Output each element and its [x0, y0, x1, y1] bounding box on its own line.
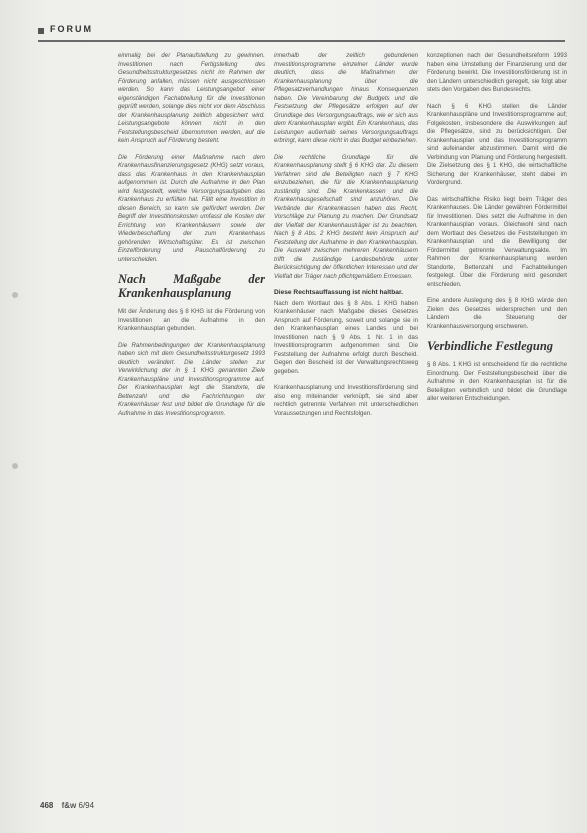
paragraph: § 8 Abs. 1 KHG ist entscheidend für die rechtliche Einordnung. Der Feststellungsbescheid über die Aufnahme in den Krankenhausplan ist für die Beteiligten verbindlich und bildet die Grundlage aller weiteren Entscheidungen. — [427, 361, 567, 402]
issue-number: 6/94 — [78, 801, 95, 810]
paragraph: Mit der Änderung des § 8 KHG ist die Förderung von Investitionen an die Aufnahme in den Krankenhausplan gebunden. — [118, 308, 265, 332]
paragraph: innerhalb der zeitlich gebundenen Investitionsprogramme einzelner Länder wurde deutlich, dass die Maßnahmen der Krankenhausplanung über die Pflegesatzverhandlungen hinaus Konsequenzen haben. Die Vereinbarung der Budgets und die Festsetzung der Pflegesätze erfolgen auf der Grundlage des Versorgungsauftrags, wie er sich aus dem Krankenhausplan ergibt. Ein Krankenhaus, das Leistungen außerhalb seines Versorgungsauftrags erbringt, kann diese nicht in das Budget einbeziehen. — [274, 52, 418, 144]
paragraph: konzeptionen nach der Gesundheitsreform 1993 haben eine Umstellung der Finanzierung und der Förderung bewirkt. Die Investitionsförderung ist in den Ländern unterschiedlich geregelt, sie folgt aber stets den Vorgaben des Bundesrechts. — [427, 52, 567, 93]
punch-hole — [12, 463, 18, 469]
section-header — [38, 24, 565, 42]
subheading: Verbindliche Festlegung — [427, 339, 554, 353]
paragraph: Die Förderung einer Maßnahme nach dem Krankenhausfinanzierungsgesetz (KHG) setzt voraus, dass das Krankenhaus in den Krankenhausplan aufgenommen ist. Durch die Aufnahme in den Plan wird festgestellt, welche Versorgungsaufgaben das Krankenhaus zu erfüllen hat. Fällt eine Investition in diesen Bereich, so kann sie gefördert werden. Der Begriff der Investitionskosten umfasst die Kosten der Errichtung von Krankenhäusern sowie der Wiederbeschaffung der zum Krankenhaus gehörenden Wirtschaftsgüter. Es ist zwischen Einzelförderung und Pauschalförderung zu unterscheiden. — [118, 153, 265, 263]
paragraph: Krankenhausplanung und Investitionsförderung sind also eng miteinander verknüpft, sie sind aber rechtlich getrennte Verfahren mit unterschiedlichen Voraussetzungen und Rechtsfolgen. — [274, 384, 418, 417]
page-number: 468 — [40, 801, 54, 810]
subheading: Nach Maßgabe der Krankenhausplanung — [118, 272, 265, 300]
bold-heading: Diese Rechtsauffassung ist nicht haltbar. — [274, 289, 403, 296]
paragraph: Die rechtliche Grundlage für die Krankenhausplanung stellt § 6 KHG dar. Zu diesem Verfahren sind die Beteiligten nach § 7 KHG einzubeziehen, die für die Krankenhausplanung zuständig sind. Die Krankenkassen und die Krankenhausgesellschaft sind anzuhören. Die Verbände der Krankenkassen haben das Recht, Vorschläge zur Planung zu machen. Der Grundsatz der Vielfalt der Krankenhausträger ist zu beachten. Nach § 8 Abs. 2 KHG besteht kein Anspruch auf Feststellung der Aufnahme in den Krankenhausplan. Die Auswahl zwischen mehreren Krankenhäusern trifft die zuständige Landesbehörde unter Berücksichtigung der öffentlichen Interessen und der Vielfalt der Träger nach pflichtgemäßem Ermessen. — [274, 153, 418, 280]
paragraph: Nach § 6 KHG stellen die Länder Krankenhauspläne und Investitionsprogramme auf; Folgekosten, insbesondere die Auswirkungen auf die Pflegesätze, sind zu berücksichtigen. Der Krankenhausplan und das Investitionsprogramm sind aufeinander abzustimmen. Damit wird die Verbindung von Planung und Förderung hergestellt. Die Zielsetzung des § 1 KHG, die wirtschaftliche Sicherung der Krankenhäuser, steht dabei im Vordergrund. — [427, 102, 567, 186]
magazine-logo: f&w — [61, 801, 77, 810]
text-column-middle — [274, 52, 418, 426]
paragraph: einmalig bei der Planaufstellung zu gewinnen. Investitionen nach Fertigstellung des Gesundheitsstrukturgesetzes nicht im Rahmen der Förderung anfallen, müssen nicht ausgeschlossen werden. So kann das Leistungsangebot einer eigenständigen Fachabteilung für die Investitionen geprüft werden, solange dies nicht vor dem Abschluss der Krankenhausplanung zeitlich abgesichert wird. Leistungsangebote können nicht in den Feststellungsbescheid übernommen werden, auf die kein Anspruch auf Förderung besteht. — [118, 52, 265, 144]
paragraph: Nach dem Wortlaut des § 8 Abs. 1 KHG haben Krankenhäuser nach Maßgabe dieses Gesetzes Anspruch auf Förderung, soweit und solange sie in den Krankenhausplan eines Landes und bei Investitionen nach § 9 Abs. 1 Nr. 1 in das Investitionsprogramm aufgenommen sind. Die Feststellung der Aufnahme erfolgt durch Bescheid. Gegen den Bescheid ist der Verwaltungsrechtsweg gegeben. — [274, 299, 418, 375]
punch-hole — [12, 292, 18, 298]
section-title: FORUM — [50, 24, 93, 34]
text-column-right — [427, 52, 567, 412]
section-marker — [38, 28, 44, 34]
paragraph: Das wirtschaftliche Risiko liegt beim Träger des Krankenhauses. Die Länder gewähren Fördermittel für Investitionen. Dies setzt die Aufnahme in den Krankenhausplan voraus. Gleichwohl sind nach dem Wortlaut des Gesetzes die Feststellungen im Krankenhausplan und die Bewilligung der Fördermittel getrennte Verwaltungsakte. Im Rahmen der Krankenhausplanung werden Standorte, Bettenzahl und Fachabteilungen festgelegt. Über die Förderung wird gesondert entschieden. — [427, 195, 567, 288]
paragraph: Eine andere Auslegung des § 8 KHG würde den Zielen des Gesetzes widersprechen und den Ländern die Steuerung der Krankenhausversorgung erschweren. — [427, 297, 567, 330]
text-column-left — [118, 52, 265, 426]
paragraph: Die Rahmenbedingungen der Krankenhausplanung haben sich mit dem Gesundheitsstrukturgesetz 1993 deutlich verändert. Die Länder stellen zur Verwirklichung der in § 1 KHG genannten Ziele Krankenhauspläne und Investitionsprogramme auf. Der Krankenhausplan legt die Standorte, die Bettenzahl und die Fachrichtungen der Krankenhäuser fest und bildet die Grundlage für die Aufnahme in das Investitionsprogramm. — [118, 341, 265, 417]
page-footer — [40, 801, 94, 815]
